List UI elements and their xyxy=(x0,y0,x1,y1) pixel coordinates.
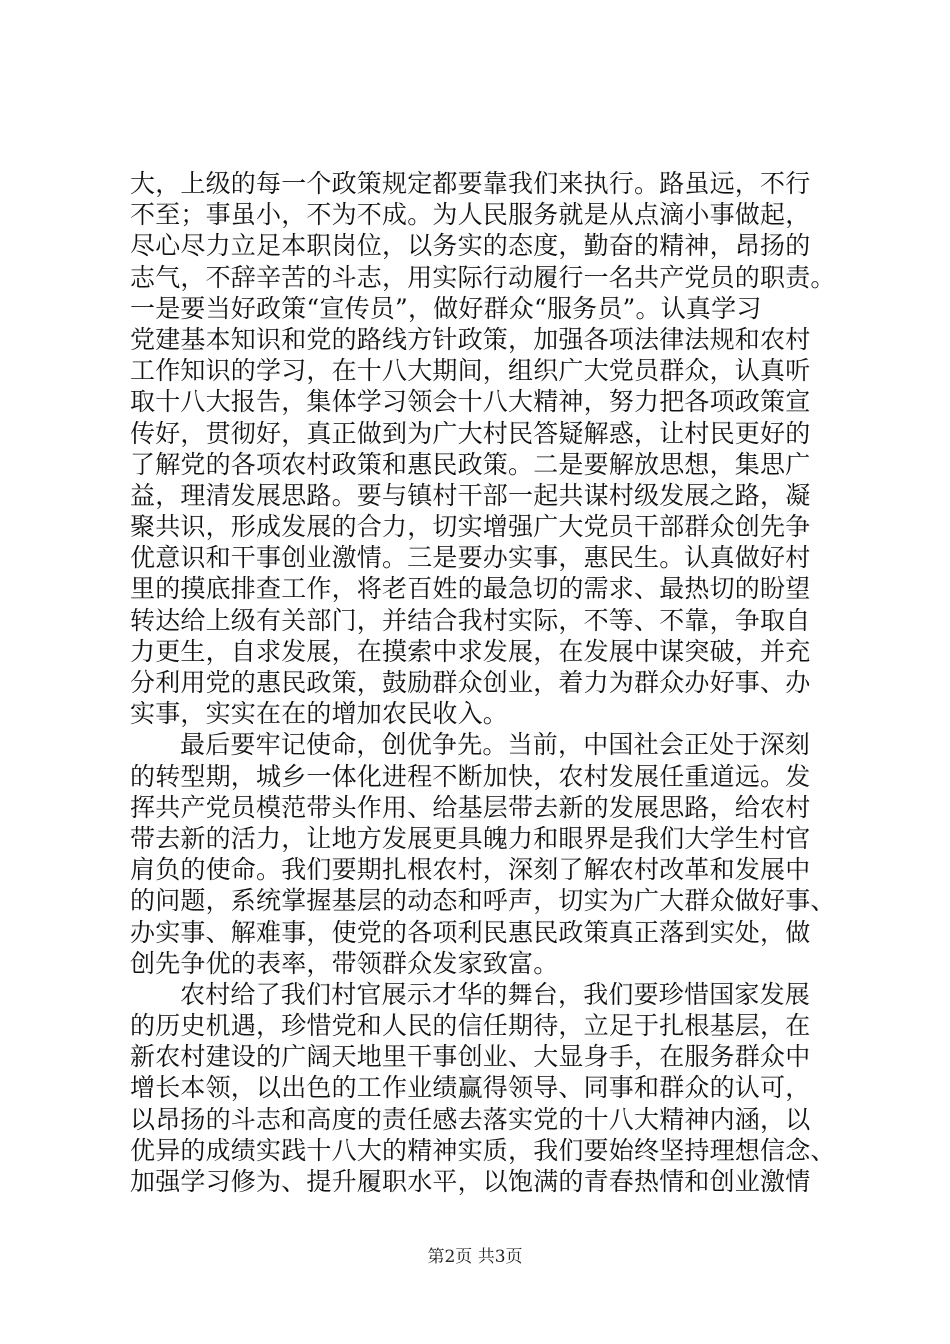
text-line: 优意识和干事创业激情。三是要办实事，惠民生。认真做好村 xyxy=(130,543,811,573)
text-line: 一是要当好政策“宣传员”，做好群众“服务员”。认真学习 xyxy=(130,293,762,323)
text-line: 的问题，系统掌握基层的动态和呼声，切实为广大群众做好事、 xyxy=(130,886,836,916)
text-line: 肩负的使命。我们要期扎根农村，深刻了解农村改革和发展中 xyxy=(130,855,811,885)
text-line: 办实事、解难事，使党的各项利民惠民政策真正落到实处，做 xyxy=(130,917,811,947)
text-line: 分利用党的惠民政策，鼓励群众创业，着力为群众办好事、办 xyxy=(130,668,811,697)
text-line: 益，理清发展思路。要与镇村干部一起共谋村级发展之路，凝 xyxy=(130,480,811,510)
text-line: 聚共识，形成发展的合力，切实增强广大党员干部群众创先争 xyxy=(130,512,811,542)
text-line: 工作知识的学习，在十八大期间，组织广大党员群众，认真听 xyxy=(130,356,811,386)
text-line: 党建基本知识和党的路线方针政策，加强各项法律法规和农村 xyxy=(130,324,811,354)
text-line: 实事，实实在在的增加农民收入。 xyxy=(130,699,509,729)
text-line: 传好，贯彻好，真正做到为广大村民答疑解惑，让村民更好的 xyxy=(130,418,811,448)
text-line: 创先争优的表率，带领群众发家致富。 xyxy=(130,948,559,978)
text-line: 大，上级的每一个政策规定都要靠我们来执行。路虽远，不行 xyxy=(130,169,811,198)
text-line: 挥共产党员模范带头作用、给基层带去新的发展思路，给农村 xyxy=(130,792,811,822)
text-line: 志气，不辞辛苦的斗志，用实际行动履行一名共产党员的职责。 xyxy=(130,262,836,292)
text-line: 了解党的各项农村政策和惠民政策。二是要解放思想，集思广 xyxy=(130,449,811,479)
text-line: 新农村建设的广阔天地里干事创业、大显身手，在服务群众中 xyxy=(130,1042,811,1072)
text-line: 增长本领，以出色的工作业绩赢得领导、同事和群众的认可， xyxy=(130,1073,811,1103)
text-line: 以昂扬的斗志和高度的责任感去落实党的十八大精神内涵，以 xyxy=(130,1104,811,1134)
text-line: 的历史机遇，珍惜党和人民的信任期待，立足于扎根基层，在 xyxy=(130,1011,811,1041)
text-line: 里的摸底排查工作，将老百姓的最急切的需求、最热切的盼望 xyxy=(130,574,811,604)
paragraph-start-line: 农村给了我们村官展示才华的舞台，我们要珍惜国家发展 xyxy=(180,979,811,1009)
page-number-label: 第2页 共3页 xyxy=(427,1247,523,1267)
paragraph-start-line: 最后要牢记使命，创优争先。当前，中国社会正处于深刻 xyxy=(180,730,811,760)
text-line: 带去新的活力，让地方发展更具魄力和眼界是我们大学生村官 xyxy=(130,823,811,853)
body-text xyxy=(130,168,850,1197)
text-line: 取十八大报告，集体学习领会十八大精神，努力把各项政策宣 xyxy=(130,387,811,417)
text-line: 加强学习修为、提升履职水平，以饱满的青春热情和创业激情 xyxy=(130,1167,811,1196)
text-line: 力更生，自求发展，在摸索中求发展，在发展中谋突破，并充 xyxy=(130,636,811,666)
text-line: 不至；事虽小，不为不成。为人民服务就是从点滴小事做起， xyxy=(130,200,811,230)
text-line: 尽心尽力立足本职岗位，以务实的态度，勤奋的精神，昂扬的 xyxy=(130,231,811,261)
text-line: 的转型期，城乡一体化进程不断加快，农村发展任重道远。发 xyxy=(130,761,811,791)
page-footer xyxy=(0,1242,950,1267)
text-line: 转达给上级有关部门，并结合我村实际，不等、不靠，争取自 xyxy=(130,605,811,635)
text-line: 优异的成绩实践十八大的精神实质，我们要始终坚持理想信念、 xyxy=(130,1135,836,1165)
